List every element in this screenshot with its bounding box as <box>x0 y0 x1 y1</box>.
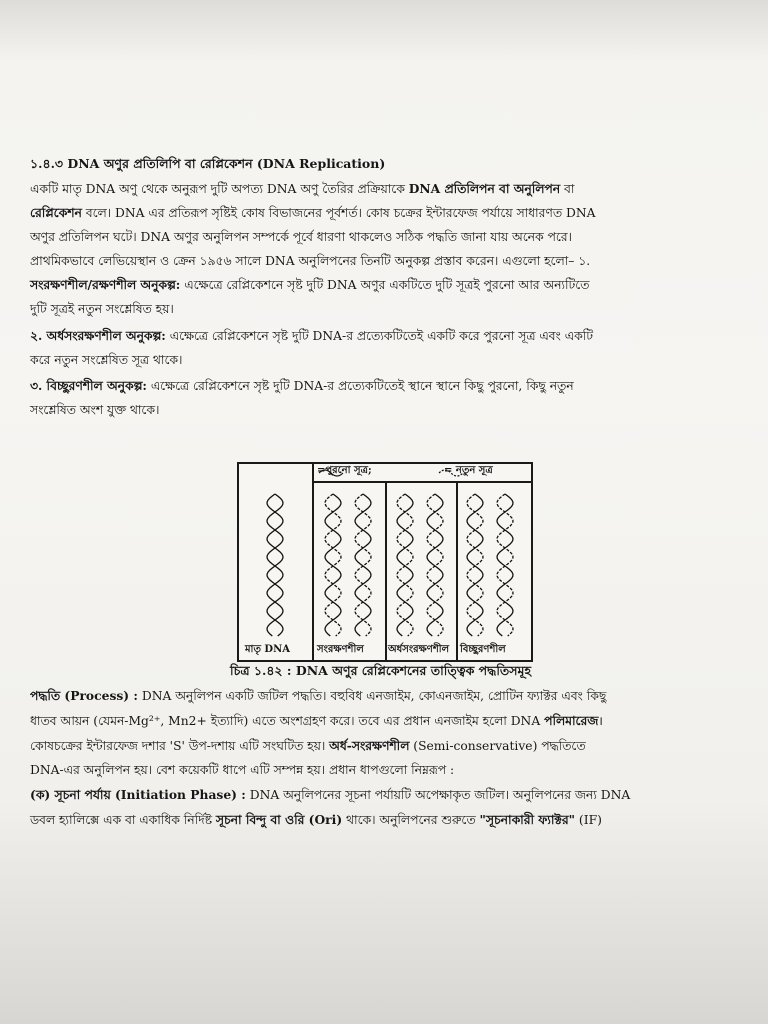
bold-term: সূচনা বিন্দু বা ওরি (Ori) <box>215 812 343 827</box>
replication-models-figure <box>237 462 533 662</box>
process-line-2 <box>30 713 603 729</box>
section-heading: ১.৪.৩ DNA অণুর প্রতিলিপি বা রেপ্লিকেশন (DNA Replication) <box>30 156 386 171</box>
panel-label-parent: মাতৃ DNA <box>245 644 291 655</box>
text-run: সংশ্লেষিত অংশ যুক্ত থাকে। <box>30 403 160 417</box>
text-run: একটি মাতৃ DNA অণু থেকে অনুরূপ দুটি অপত্য DNA অণু তৈরির প্রক্রিয়াকে <box>30 182 409 196</box>
intro-line-5 <box>30 277 589 293</box>
bold-term: (ক) সূচনা পর্যায় (Initiation Phase) : <box>30 787 246 802</box>
bold-term: সংরক্ষণশীল/রক্ষণশীল অনুকল্প: <box>30 277 181 292</box>
intro-line-2 <box>30 205 595 221</box>
bold-term: ৩. বিচ্ছুরণশীল অনুকল্প: <box>30 378 147 393</box>
text-run: করে নতুন সংশ্লেষিত সূত্র থাকে। <box>30 353 183 367</box>
intro-line-3 <box>30 229 572 245</box>
intro-line-6 <box>30 301 174 317</box>
process-line-3 <box>30 738 586 754</box>
text-run: এক্ষেত্রে রেপ্লিকেশনে সৃষ্ট দুটি DNA অণুর একটিতে দুটি সূত্রই পুরনো আর অন্যটিতে <box>180 278 590 292</box>
text-run: ধাতব আয়ন (যেমন-Mg²⁺, Mn2+ ইত্যাদি) এতে অংশগ্রহণ করে। তবে এর প্রধান এনজাইম হলো DNA <box>30 714 545 728</box>
bold-term: পলিমারেজ <box>544 713 599 728</box>
panel-label-dispersive: বিচ্ছুরণশীল <box>460 644 506 655</box>
text-run: বলে। DNA এর প্রতিরূপ সৃষ্টিই কোষ বিভাজনের পূর্বশর্ত। কোষ চক্রের ইন্টারফেজ পর্যায়ে সাধারণত DNA <box>81 206 596 220</box>
intro-line-4 <box>30 253 590 269</box>
bold-term: রেপ্লিকেশন <box>30 205 82 220</box>
figure-drawing <box>239 464 531 660</box>
process-line-6 <box>30 812 602 828</box>
intro-line-9 <box>30 378 574 394</box>
panel-label-semiconservative: অর্ধসংরক্ষণশীল <box>388 644 450 655</box>
text-run: দুটি সূত্রই নতুন সংশ্লেষিত হয়। <box>30 302 174 316</box>
helix-strand <box>325 494 341 636</box>
text-run: বা <box>560 182 575 196</box>
process-line-5 <box>30 787 630 803</box>
figure-caption: চিত্র ১.৪২ : DNA অণুর রেপ্লিকেশনের তাত্ত্বিক পদ্ধতিসমূহ <box>230 663 532 678</box>
text-run: । <box>598 714 603 728</box>
text-run: DNA অনুলিপনের সূচনা পর্যায়টি অপেক্ষাকৃত জটিল। অনুলিপনের জন্য DNA <box>245 788 631 802</box>
helix-strand <box>497 494 513 636</box>
text-run: অণুর প্রতিলিপন ঘটে। DNA অণুর অনুলিপন সম্পর্কে পূর্বে ধারণা থাকলেও সঠিক পদ্ধতি জানা যায় অনেক পরে। <box>30 230 572 244</box>
process-line-1 <box>30 688 606 704</box>
intro-line-1 <box>30 181 574 197</box>
bold-term: DNA প্রতিলিপন বা অনুলিপন <box>408 181 561 196</box>
process-line-4 <box>30 762 454 778</box>
helix-group <box>267 494 513 636</box>
helix-strand <box>355 494 371 636</box>
legend-new-strand: = নতুন সূত্র <box>444 465 493 476</box>
helix-strand <box>467 494 483 636</box>
intro-line-8 <box>30 352 182 368</box>
bold-term: অর্ধ-সংরক্ষণশীল <box>329 738 410 753</box>
text-run: (Semi-conservative) পদ্ধতিতে <box>409 739 586 753</box>
text-run: ডবল হ্যালিক্সে এক বা একাধিক নির্দিষ্ট <box>30 813 216 827</box>
intro-line-10 <box>30 402 159 418</box>
bold-term: ২. অর্ধসংরক্ষণশীল অনুকল্প: <box>30 328 166 343</box>
helix-strand <box>427 494 443 636</box>
text-run: থাকে। অনুলিপনের শুরুতে <box>342 813 480 827</box>
helix-strand <box>397 494 413 636</box>
text-run: কোষচক্রের ইন্টারফেজ দশার 'S' উপ-দশায় এটি সংঘটিত হয়। <box>30 739 330 753</box>
panel-label-conservative: সংরক্ষণশীল <box>317 644 364 655</box>
bold-term: পদ্ধতি (Process) : <box>30 688 138 703</box>
text-run: এক্ষেত্রে রেপ্লিকেশনে সৃষ্ট দুটি DNA-র প্রত্যেকটিতেই স্থানে স্থানে কিছু পুরনো, কিছু নতুন <box>146 379 574 393</box>
text-run: প্রাথমিকভাবে লেভিয়েস্থান ও ক্রেন ১৯৫৬ সালে DNA অনুলিপনের তিনটি অনুকল্প প্রস্তাব করেন। এগুলো হলো– ১. <box>30 254 591 268</box>
bold-term: "সূচনাকারী ফ্যাক্টর" <box>479 812 576 827</box>
text-run: এক্ষেত্রে রেপ্লিকেশনে সৃষ্ট দুটি DNA-র প্রত্যেকটিতেই একটি করে পুরনো সূত্র এবং একটি <box>165 329 593 343</box>
intro-line-7 <box>30 328 593 344</box>
legend-old-strand: =পুরনো সূত্র; <box>317 465 372 476</box>
text-run: (IF) <box>575 813 602 827</box>
text-run: DNA-এর অনুলিপন হয়। বেশ কয়েকটি ধাপে এটি সম্পন্ন হয়। প্রধান ধাপগুলো নিম্নরূপ : <box>30 763 455 777</box>
text-run: DNA অনুলিপন একটি জটিল পদ্ধতি। বহুবিধ এনজাইম, কোএনজাইম, প্রোটিন ফ্যাক্টর এবং কিছু <box>137 689 607 703</box>
